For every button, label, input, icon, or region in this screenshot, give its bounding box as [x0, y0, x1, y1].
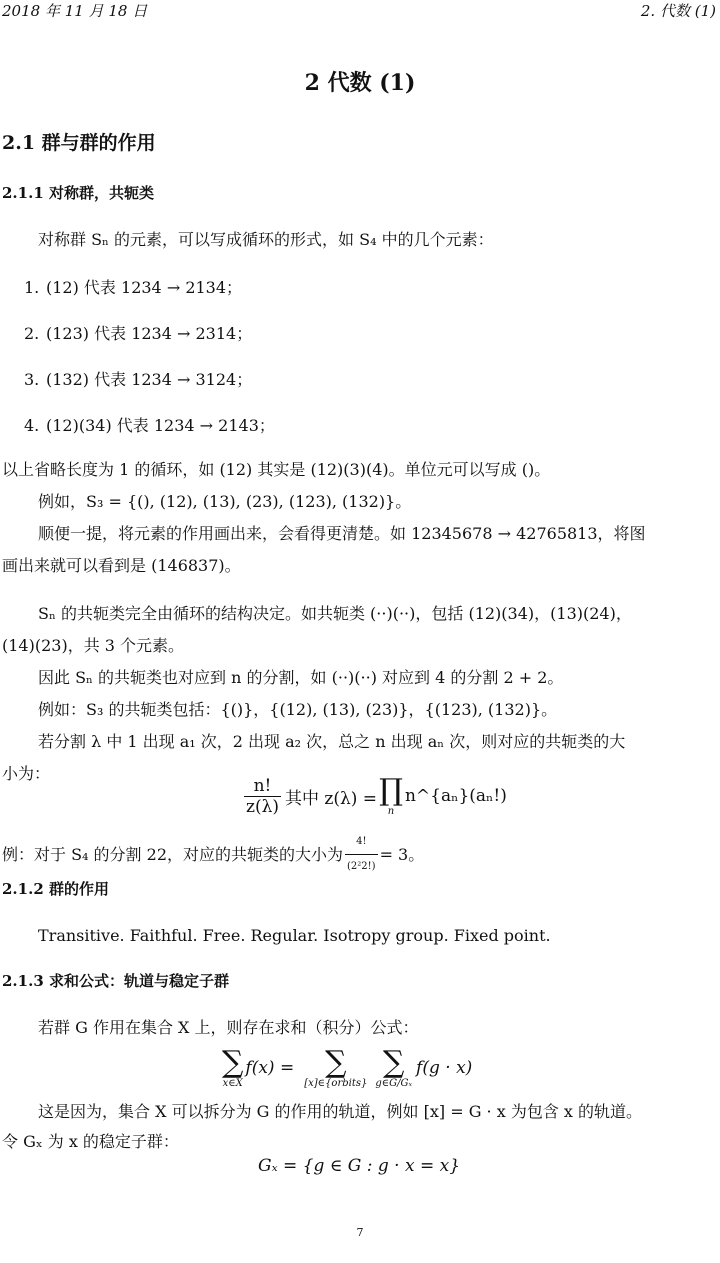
paragraph: Transitive. Faithful. Free. Regular. Isotropy group. Fixed point. — [38, 926, 551, 945]
formula-rhs: f(g · x) — [416, 1058, 473, 1078]
example-result: = 3。 — [379, 844, 425, 864]
list-item — [24, 414, 275, 438]
example-text: 例：对于 S₄ 的分割 22，对应的共轭类的大小为 — [2, 844, 343, 864]
subsection-heading-2-1-2: 2.1.2 群的作用 — [2, 880, 109, 898]
list-number: 2. — [24, 324, 40, 343]
sigma-symbol: ∑ — [382, 1044, 405, 1080]
stabilizer-formula: Gₓ = {g ∈ G : g · x = x} — [258, 1156, 461, 1176]
sum-operator — [222, 1044, 244, 1089]
paragraph: 顺便一提，将元素的作用画出来，会看得更清楚。如 12345678 → 42765813，将图 — [38, 524, 646, 543]
paragraph: Sₙ 的共轭类完全由循环的结构决定。如共轭类 (··)(··)，包括 (12)(34)，(13)(24)， — [38, 604, 632, 623]
paragraph: (14)(23)，共 3 个元素。 — [2, 636, 185, 655]
section-heading-2-1: 2.1 群与群的作用 — [2, 132, 156, 154]
product-index: n — [387, 805, 395, 817]
list-text: (12)(34) 代表 1234 → 2143； — [46, 416, 275, 435]
fraction — [244, 776, 281, 817]
product-operator — [379, 772, 403, 817]
sum-operator — [375, 1044, 413, 1089]
list-number: 1. — [24, 278, 40, 297]
chapter-title: 2 代数 (1) — [304, 70, 416, 96]
sigma-symbol: ∑ — [222, 1044, 244, 1080]
conjugacy-size-formula — [244, 768, 507, 824]
example-fraction — [345, 830, 378, 879]
paragraph: 因此 Sₙ 的共轭类也对应到 n 的分割，如 (··)(··) 对应到 4 的分割 2 + 2。 — [38, 668, 564, 687]
subsection-heading-2-1-3: 2.1.3 求和公式：轨道与稳定子群 — [2, 972, 229, 990]
sum-index: g∈G/Gₓ — [375, 1077, 413, 1089]
paragraph: 例如，S₃ = {(), (12), (13), (23), (123), (132)}。 — [38, 492, 412, 511]
paragraph: 以上省略长度为 1 的循环，如 (12) 其实是 (12)(3)(4)。单位元可以写成 ()。 — [2, 460, 551, 479]
formula-middle: 其中 z(λ) = — [285, 788, 378, 809]
subsection-heading-2-1-1: 2.1.1 对称群，共轭类 — [2, 184, 154, 202]
sigma-symbol: ∑ — [325, 1044, 347, 1080]
list-item — [24, 368, 252, 392]
intro-paragraph: 对称群 Sₙ 的元素，可以写成循环的形式，如 S₄ 中的几个元素： — [38, 230, 494, 249]
page-number: 7 — [356, 1226, 364, 1239]
sum-index: [x]∈{orbits} — [304, 1077, 368, 1089]
fraction-denominator: (2²2!) — [347, 861, 376, 872]
fraction-denominator: z(λ) — [246, 796, 279, 817]
fraction-numerator: n! — [244, 776, 281, 797]
sum-index: x∈X — [222, 1077, 243, 1089]
list-number: 4. — [24, 416, 40, 435]
product-symbol: ∏ — [379, 772, 403, 808]
paragraph: 画出来就可以看到是 (146837)。 — [2, 556, 241, 575]
paragraph: 若分割 λ 中 1 出现 a₁ 次，2 出现 a₂ 次，总之 n 出现 aₙ 次，则对应的共轭类的大 — [38, 732, 626, 751]
header-chapter: 2. 代数 (1) — [640, 2, 716, 20]
sum-operator — [304, 1044, 368, 1089]
paragraph: 例如：S₃ 的共轭类包括：{()}，{(12), (13), (23)}，{(123), (132)}。 — [38, 700, 558, 719]
list-text: (12) 代表 1234 → 2134； — [46, 278, 243, 297]
list-item — [24, 322, 252, 346]
fraction-numerator: 4! — [345, 830, 378, 855]
header-date: 2018 年 11 月 18 日 — [2, 2, 148, 20]
example-paragraph — [2, 830, 424, 879]
list-number: 3. — [24, 370, 40, 389]
paragraph: 这是因为，集合 X 可以拆分为 G 的作用的轨道，例如 [x] = G · x 为包含 x 的轨道。 — [38, 1102, 643, 1121]
list-text: (123) 代表 1234 → 2314； — [46, 324, 253, 343]
paragraph: 令 Gₓ 为 x 的稳定子群： — [2, 1132, 179, 1151]
paragraph: 若群 G 作用在集合 X 上，则存在求和（积分）公式： — [38, 1018, 419, 1037]
formula-lhs: f(x) = — [245, 1058, 295, 1078]
orbit-sum-formula — [222, 1040, 472, 1096]
list-text: (132) 代表 1234 → 3124； — [46, 370, 253, 389]
paragraph: 小为： — [2, 764, 51, 783]
product-term: n^{aₙ}(aₙ!) — [404, 786, 507, 806]
list-item — [24, 276, 242, 300]
